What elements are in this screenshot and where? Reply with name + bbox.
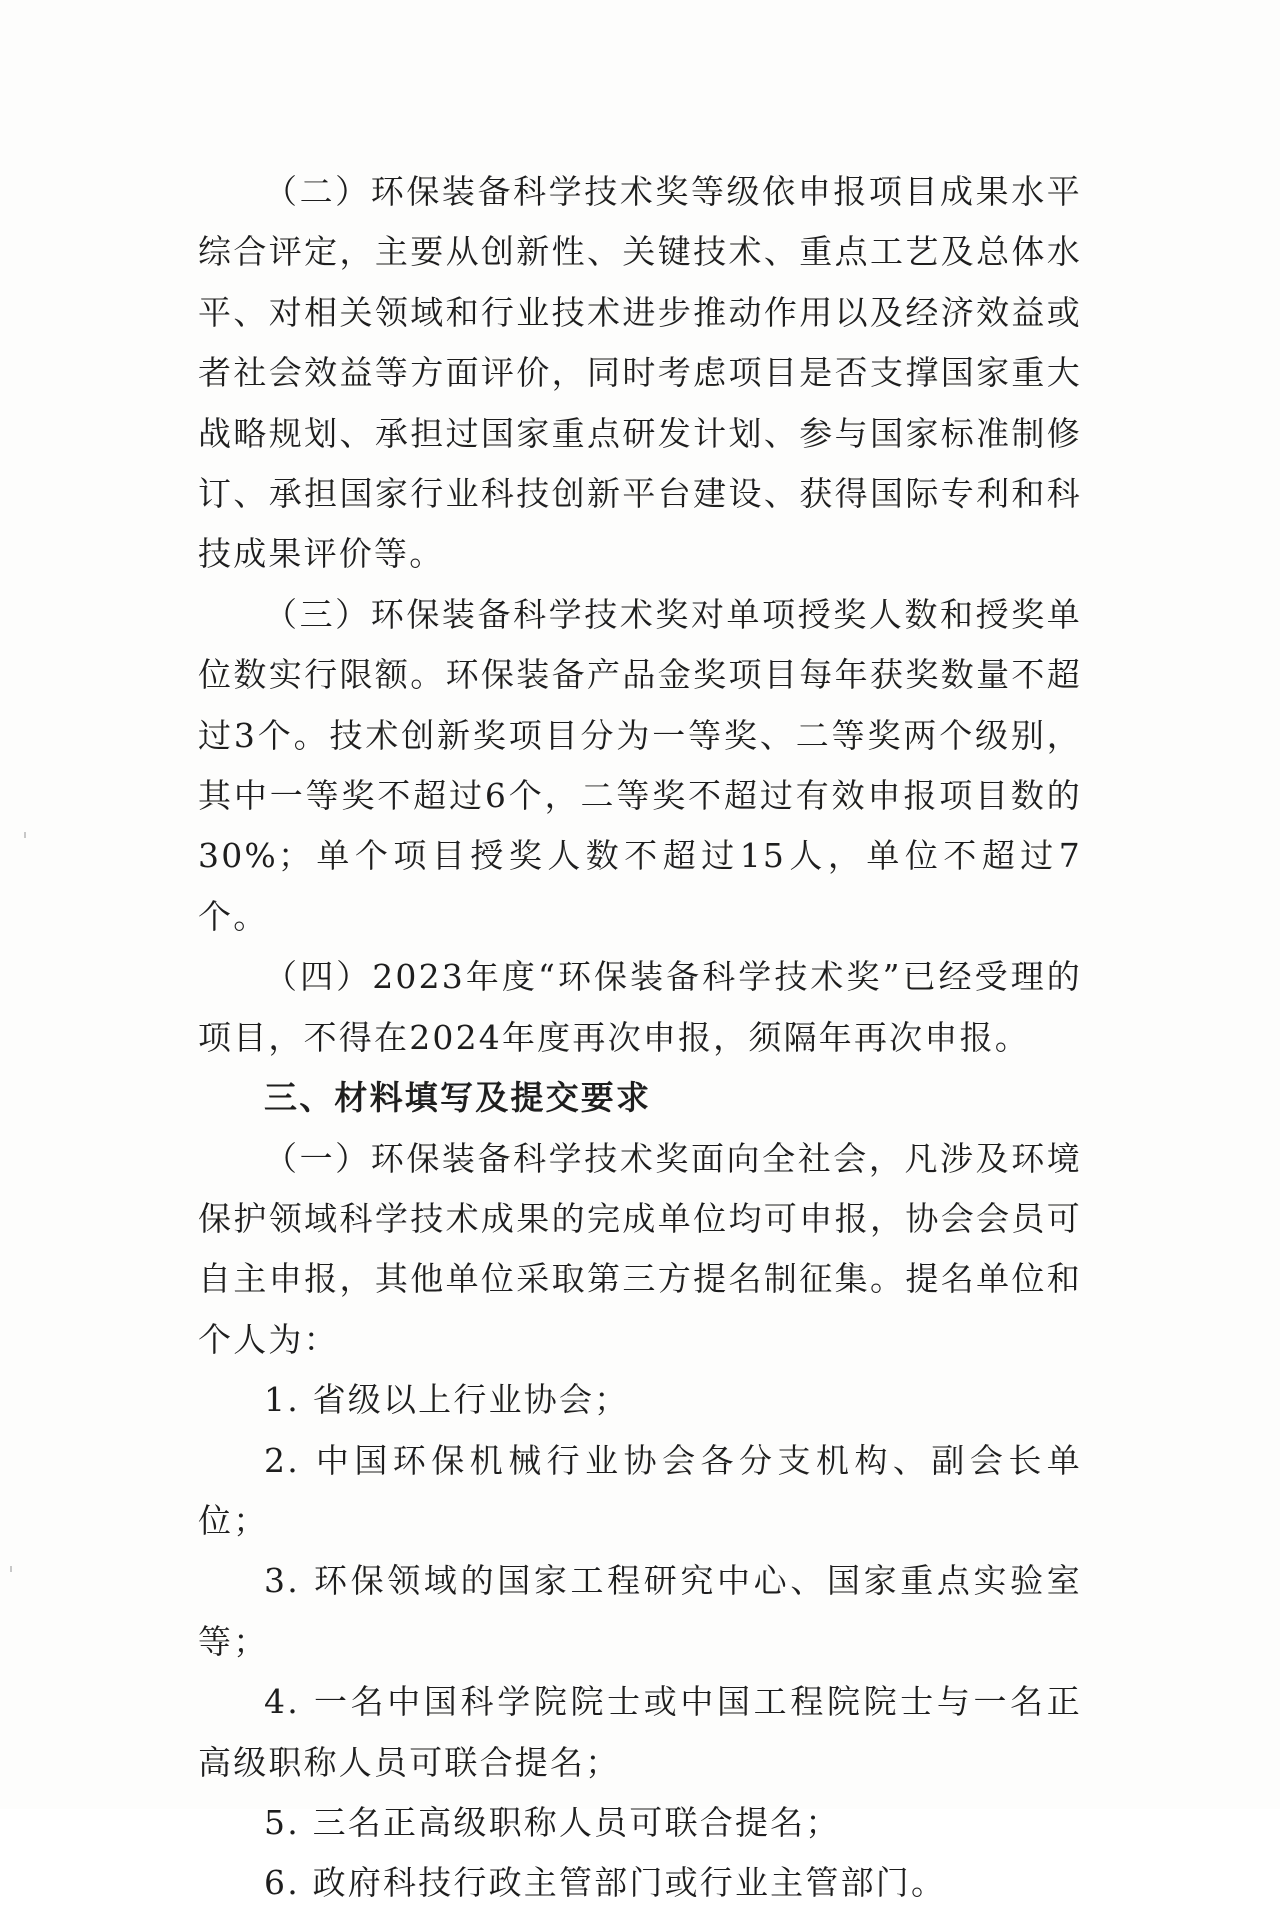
- list-item: 2. 中国环保机械行业协会各分支机构、副会长单位；: [198, 1440, 1082, 1540]
- scan-edge-mark: [10, 1566, 12, 1572]
- paragraph-reapplication-rule: （四）2023年度“环保装备科学技术奖”已经受理的项目，不得在2024年度再次申报，须隔年再次申报。: [198, 957, 1082, 1057]
- paragraph-evaluation-criteria: （二）环保装备科学技术奖等级依申报项目成果水平综合评定，主要从创新性、关键技术、重点工艺及总体水平、对相关领域和行业技术进步推动作用以及经济效益或者社会效益等方面评价，同时考虑项目是否支撑国家重大战略规划、承担过国家重点研发计划、参与国家标准制修订、承担国家行业科技创新平台建设、获得国际专利和科技成果评价等。: [198, 172, 1082, 574]
- list-item: 5. 三名正高级职称人员可联合提名；: [264, 1802, 841, 1842]
- list-item: 1. 省级以上行业协会；: [264, 1380, 630, 1420]
- paragraph-nomination-intro: （一）环保装备科学技术奖面向全社会，凡涉及环境保护领域科学技术成果的完成单位均可申报，协会会员可自主申报，其他单位采取第三方提名制征集。提名单位和个人为：: [198, 1138, 1082, 1359]
- paragraph-award-quota: （三）环保装备科学技术奖对单项授奖人数和授奖单位数实行限额。环保装备产品金奖项目每年获奖数量不超过3个。技术创新奖项目分为一等奖、二等奖两个级别，其中一等奖不超过6个，二等奖不超过有效申报项目数的30%；单个项目授奖人数不超过15人，单位不超过7个。: [198, 594, 1082, 936]
- section-heading: 三、材料填写及提交要求: [264, 1078, 652, 1118]
- list-item: 3. 环保领域的国家工程研究中心、国家重点实验室等；: [198, 1561, 1082, 1661]
- list-item: 6. 政府科技行政主管部门或行业主管部门。: [264, 1863, 947, 1903]
- scan-edge-mark: [24, 832, 26, 838]
- list-item: 4. 一名中国科学院院士或中国工程院院士与一名正高级职称人员可联合提名；: [198, 1682, 1082, 1782]
- document-body: [198, 162, 1082, 1914]
